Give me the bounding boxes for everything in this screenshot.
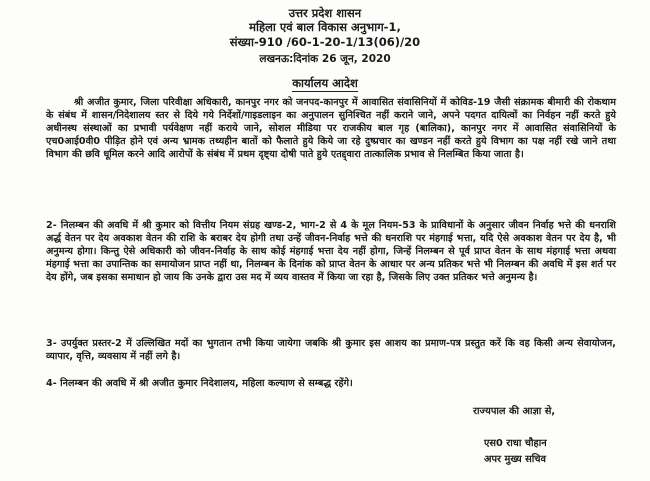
header-date: लखनऊ:दिनांक 26 जून, 2020 bbox=[259, 53, 391, 65]
paragraph-3: 3- उपर्युक्त प्रस्तर-2 में उल्लिखित मदों का भुगतान तभी किया जायेगा जबकि श्री कुमार इस आशय का प्रमाण-पत्र प्रस्तुत करें कि वह किसी अन्य सेवायोजन, व्यापार, वृत्ति, व्यवसाय में नहीं लगे है। bbox=[46, 338, 616, 363]
header-reference-number: संख्या-910 /60-1-20-1/13(06)/20 bbox=[229, 35, 421, 49]
header-department-section: महिला एवं बाल विकास अनुभाग-1, bbox=[249, 20, 401, 34]
signatory-name: एस0 राधा चौहान bbox=[484, 438, 547, 449]
governor-authority-line: राज्यपाल की आज्ञा से, bbox=[473, 406, 556, 417]
order-title bbox=[0, 72, 650, 91]
paragraph-4: 4- निलम्बन की अवधि में श्री अजीत कुमार निदेशालय, महिला कल्याण से सम्बद्ध रहेंगे। bbox=[46, 378, 353, 389]
header-government-name: उत्तर प्रदेश शासन bbox=[288, 6, 362, 20]
order-title-text: कार्यालय आदेश bbox=[292, 76, 358, 90]
signatory-designation: अपर मुख्य सचिव bbox=[484, 454, 546, 465]
paragraph-2: 2- निलम्बन की अवधि में श्री कुमार को वित्तीय नियम संग्रह खण्ड-2, भाग-2 से 4 के मूल नियम-53 के प्राविधानों के अनुसार जीवन निर्वाह भत्ते की धनराशि अर्द्ध वेतन पर देय अवकाश वेतन की राशि के बराबर देय होगी तथा उन्हें जीवन-निर्वाह भत्ते की धनराशि पर मंहगाई भत्ता, यदि ऐसे अवकाश वेतन पर देय है, भी अनुमन्य होगा। किन्तु ऐसे अधिकारी को जीवन-निर्वाह के साथ कोई मंहगाई भत्ता देय नहीं होगा, जिन्हें निलम्बन से पूर्व प्राप्त वेतन के साथ मंहगाई भत्ता अथवा मंहगाई भत्ता का उपान्तिक का समायोजन प्राप्त नहीं था, निलम्बन के दिनांक को प्राप्त वेतन के आधार पर अन्य प्रतिकर भत्ते भी निलम्बन की अवधि में इस शर्त पर देय होंगे, जब इसका समाधान हो जाय कि उनके द्वारा उस मद में व्यय वास्तव में किया जा रहा है, जिसके लिए उक्त प्रतिकर भत्ते अनुमन्य है। bbox=[46, 220, 616, 284]
paragraph-1: श्री अजीत कुमार, जिला परिवीक्षा अधिकारी, कानपुर नगर को जनपद-कानपुर में आवासित संवासिनियों में कोविड-19 जैसी संक्रामक बीमारी की रोकथाम के संबंध में शासन/निदेशालय स्तर से दिये गये निर्देशों/गाइडलाइन का अनुपालन सुनिश्चित नहीं कराने जाने, अपने पदगत दायित्वों का निर्वहन नहीं करते हुये अधीनस्थ संस्थाओं का प्रभावी पर्यवेक्षण नहीं कराये जाने, सोशल मीडिया पर राजकीय बाल गृह (बालिका), कानपुर नगर में आवासित संवासिनियों के एच0आई0वी0 पीड़ित होने एवं अन्य भ्रामक तथ्यहीन बातों को फैलाते हुये किये जा रहे दुष्प्रचार का खण्डन नहीं करते हुये विभाग का पक्ष नहीं रखे जाने तथा विभाग की छवि धूमिल करने आदि आरोपों के संबंध में प्रथम दृष्ट्या दोषी पाते हुये एतद्द्वारा तात्कालिक प्रभाव से निलम्बित किया जाता है। bbox=[46, 97, 616, 161]
